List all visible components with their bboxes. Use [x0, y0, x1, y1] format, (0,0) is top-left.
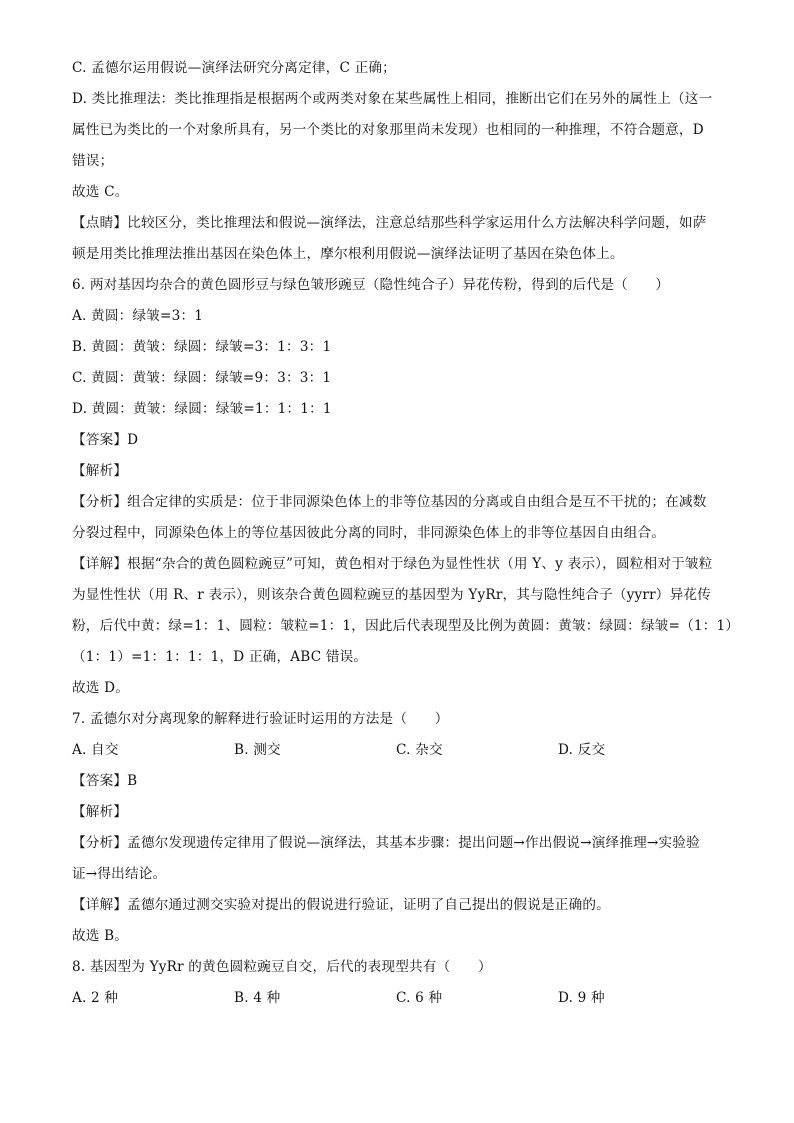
question-6-option-b: B. 黄圆：黄皱：绿圆：绿皱=3：1：3：1	[72, 339, 332, 355]
question-8-option-d: D. 9 种	[558, 990, 605, 1006]
text-line: C. 孟德尔运用假说—演绎法研究分离定律，C 正确；	[72, 60, 396, 76]
text-line: （1：1）=1：1：1：1，D 正确，ABC 错误。	[72, 649, 368, 665]
question-6-option-c: C. 黄圆：黄皱：绿圆：绿皱=9：3：3：1	[72, 370, 332, 386]
text-line: 故选 B。	[72, 928, 129, 944]
text-line: 顿是用类比推理法推出基因在染色体上，摩尔根利用假说—演绎法证明了基因在染色体上。	[72, 246, 624, 262]
text-line: 属性已为类比的一个对象所具有，另一个类比的对象那里尚未发现）也相同的一种推理，不符合题意，D	[72, 122, 704, 138]
text-line: 粉，后代中黄：绿=1：1、圆粒：皱粒=1：1，因此后代表现型及比例为黄圆：黄皱：绿圆：绿皱=（1：1）	[72, 618, 740, 634]
question-6-stem: 6. 两对基因均杂合的黄色圆形豆与绿色皱形豌豆（隐性纯合子）异花传粉，得到的后代是（ ）	[72, 277, 670, 293]
text-line: 【详解】根据“杂合的黄色圆粒豌豆”可知，黄色相对于绿色为显性性状（用 Y、y 表示），圆粒相对于皱粒	[72, 556, 713, 572]
question-7-option-d: D. 反交	[558, 742, 606, 758]
question-8-option-b: B. 4 种	[234, 990, 281, 1006]
question-7-option-b: B. 测交	[234, 742, 281, 758]
text-line: 【点睛】比较区分，类比推理法和假说—演绎法，注意总结那些科学家运用什么方法解决科学问题，如萨	[72, 215, 707, 231]
analysis-label: 【解析】	[72, 804, 128, 820]
text-line: 分裂过程中，同源染色体上的等位基因彼此分离的同时，非同源染色体上的非等位基因自由组合。	[72, 525, 666, 541]
text-line: 错误；	[72, 153, 114, 169]
text-line: 故选 C。	[72, 184, 129, 200]
text-line: 证→得出结论。	[72, 866, 167, 882]
question-7-options	[72, 740, 724, 771]
answer-label: 【答案】B	[72, 773, 138, 789]
question-8-option-c: C. 6 种	[396, 990, 443, 1006]
document-page	[72, 58, 740, 1019]
analysis-label: 【解析】	[72, 463, 128, 479]
question-7-stem: 7. 孟德尔对分离现象的解释进行验证时运用的方法是（ ）	[72, 711, 449, 727]
text-line: 故选 D。	[72, 680, 130, 696]
question-8-stem: 8. 基因型为 YyRr 的黄色圆粒豌豆自交，后代的表现型共有（ ）	[72, 959, 492, 975]
question-6-option-a: A. 黄圆：绿皱=3：1	[72, 308, 204, 324]
question-8-options	[72, 988, 724, 1019]
question-6-option-d: D. 黄圆：黄皱：绿圆：绿皱=1：1：1：1	[72, 401, 332, 417]
question-7-option-a: A. 自交	[72, 742, 119, 758]
text-line: 【分析】组合定律的实质是：位于非同源染色体上的非等位基因的分离或自由组合是互不干扰的；在减数	[72, 494, 707, 510]
question-7-option-c: C. 杂交	[396, 742, 443, 758]
text-line: 为显性性状（用 R、r 表示），则该杂合黄色圆粒豌豆的基因型为 YyRr，其与隐性纯合子（yyrr）异花传	[72, 587, 711, 603]
answer-label: 【答案】D	[72, 432, 139, 448]
text-line: 【分析】孟德尔发现遗传定律用了假说—演绎法，其基本步骤：提出问题→作出假说→演绎推理→实验验	[72, 835, 700, 851]
text-line: 【详解】孟德尔通过测交实验对提出的假说进行验证，证明了自己提出的假说是正确的。	[72, 897, 610, 913]
question-8-option-a: A. 2 种	[72, 990, 119, 1006]
text-line: D. 类比推理法：类比推理指是根据两个或两类对象在某些属性上相同，推断出它们在另外的属性上（这一	[72, 91, 713, 107]
